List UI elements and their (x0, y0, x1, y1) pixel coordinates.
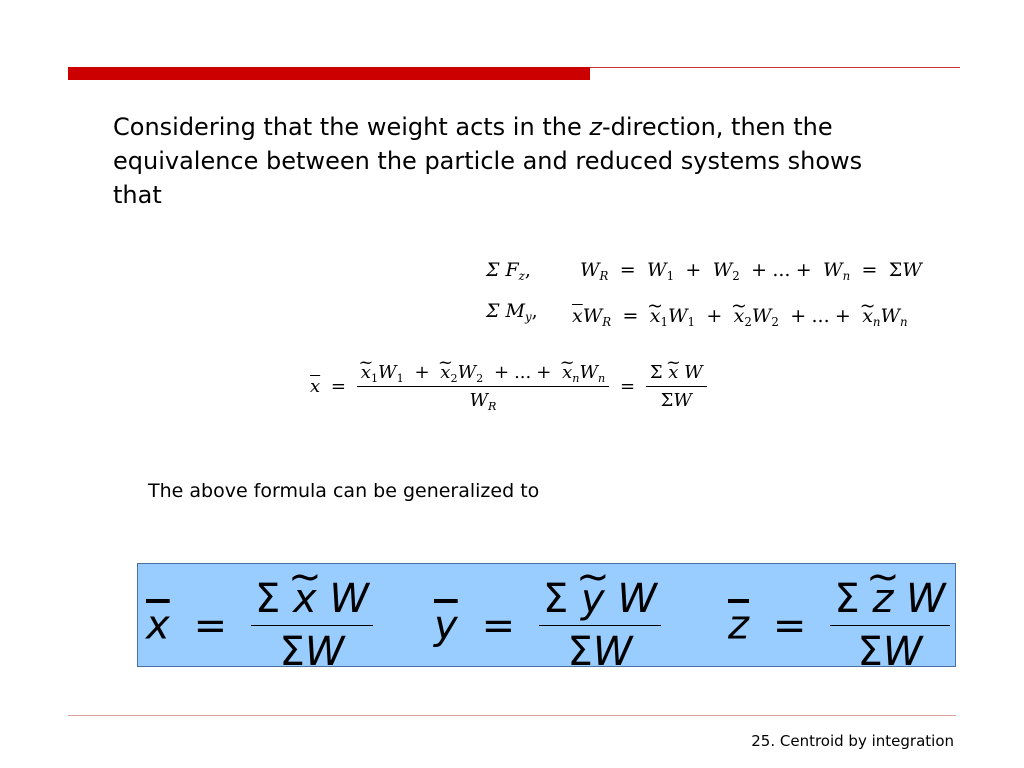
xbar-fraction: ~ $\frac{x_1W_1 + \sim x_2W_2 + ... + \sim x_nW_n}{W_R}$ (357, 362, 609, 411)
xbar-sum-fraction: $\frac{\text{Σ \textasciitilde{} x W}}{\Sigma W}$ (646, 362, 707, 411)
top-accent-line (590, 67, 960, 68)
intro-text-2: -direction, then the equivalence between the particle and reduced systems shows that (113, 113, 863, 209)
generalization-text: The above formula can be generalized to (148, 480, 540, 502)
top-accent-bar (68, 67, 590, 80)
sum-my-label: Σ $M_y$, (486, 300, 538, 325)
intro-z-variable: z (589, 113, 602, 141)
ybar-general-formula: $\overline{y}$ = $\frac{\text{Σ \textasciitilde{} y W}}{\Sigma W}$ (434, 576, 661, 675)
footer-divider (68, 715, 956, 716)
centroid-formula-box (137, 563, 956, 675)
intro-text-1: Considering that the weight acts in the (113, 113, 590, 141)
xbar-general-formula: $\overline{x}$ = $\frac{\text{Σ \textasciitilde{} x W}}{\Sigma W}$ (146, 576, 373, 675)
xbar-fraction-equation: $\overline{x}$ = ~ $\frac{x_1W_1 + \sim x_2W_2 + ... + \sim x_nW_n}{W_R}$ = $\frac{\text{Σ \textasciitilde{} x W}}{\Sigma W}$ (310, 362, 707, 411)
zbar-general-fraction: $\frac{\text{Σ \textasciitilde{} z W}}{\Sigma W}$ (830, 576, 949, 675)
slide-footer: 25. Centroid by integration (751, 732, 954, 750)
ybar-general-fraction: $\frac{\text{Σ \textasciitilde{} y W}}{\Sigma W}$ (539, 576, 661, 675)
sum-fz-label: Σ $F_z$, (486, 259, 531, 284)
weight-resultant-equation: $W_R = W_1 + W_2$ + ... + $W_n = \Sigma W$ (580, 259, 922, 284)
moment-equation: $\overline{x}W_R$ = ~ $x_1W_1$ + ~ $x_2W_2$ + ... + ~ $x_nW_n$ (572, 305, 908, 327)
intro-paragraph (113, 110, 913, 212)
xbar-general-fraction: $\frac{\text{Σ \textasciitilde{} x W}}{\Sigma W}$ (251, 576, 373, 675)
zbar-general-formula: $\overline{z}$ = $\frac{\text{Σ \textasciitilde{} z W}}{\Sigma W}$ (728, 576, 950, 675)
